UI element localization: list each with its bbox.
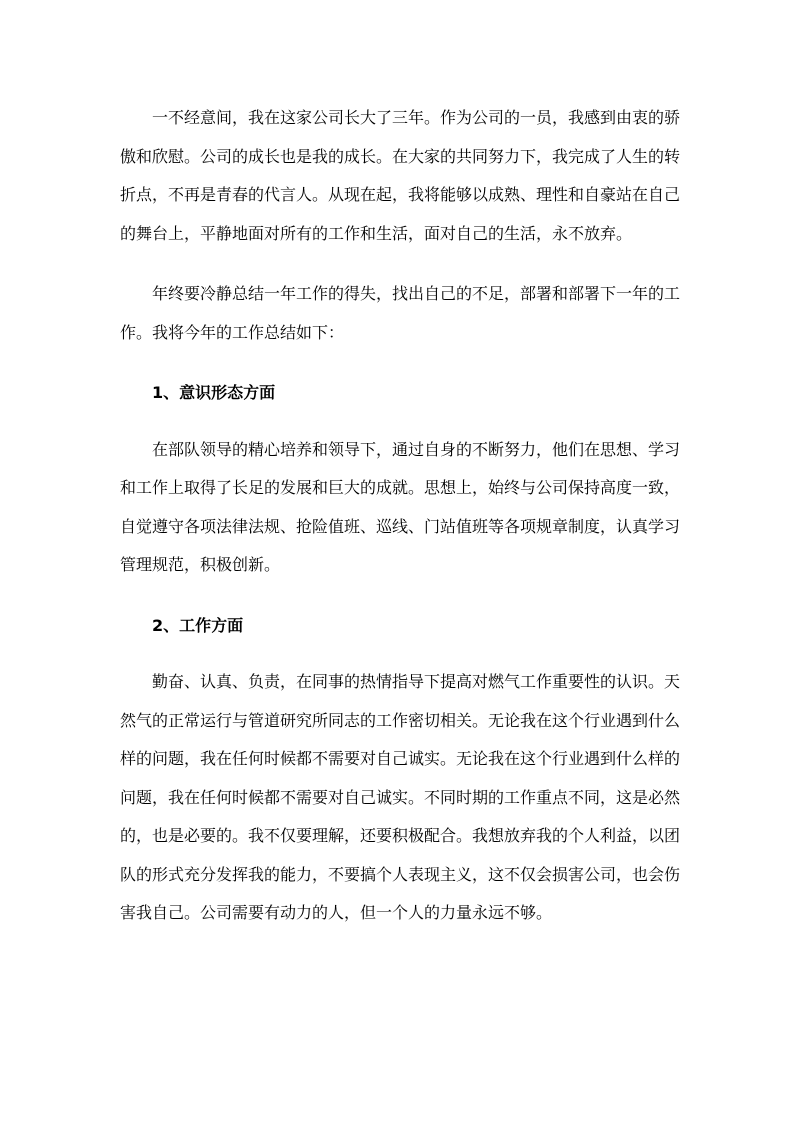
summary-intro-paragraph: 年终要冷静总结一年工作的得失，找出自己的不足，部署和部署下一年的工作。我将今年的工作总结如下： [120,284,681,342]
document-body [120,99,680,955]
section-heading-work: 2、工作方面 [152,615,244,635]
work-paragraph: 勤奋、认真、负责，在同事的热情指导下提高对燃气工作重要性的认识。天然气的正常运行与管道研究所同志的工作密切相关。无论我在这个行业遇到什么样的问题，我在任何时候都不需要对自己诚实。无论我在这个行业遇到什么样的问题，我在任何时候都不需要对自己诚实。不同时期的工作重点不同，这是必然的，也是必要的。我不仅要理解，还要积极配合。我想放弃我的个人利益，以团队的形式充分发挥我的能力，不要搞个人表现主义，这不仅会损害公司，也会伤害我自己。公司需要有动力的人，但一个人的力量永远不够。 [120,672,681,922]
intro-paragraph: 一不经意间，我在这家公司长大了三年。作为公司的一员，我感到由衷的骄傲和欣慰。公司的成长也是我的成长。在大家的共同努力下，我完成了人生的转折点，不再是青春的代言人。从现在起，我将能够以成熟、理性和自豪站在自己的舞台上，平静地面对所有的工作和生活，面对自己的生活，永不放弃。 [120,108,681,243]
ideology-paragraph: 在部队领导的精心培养和领导下，通过自身的不断努力，他们在思想、学习和工作上取得了长足的发展和巨大的成就。思想上，始终与公司保持高度一致，自觉遵守各项法律法规、抢险值班、巡线、门站值班等各项规章制度，认真学习管理规范，积极创新。 [120,439,681,574]
section-heading-ideology: 1、意识形态方面 [152,383,276,402]
